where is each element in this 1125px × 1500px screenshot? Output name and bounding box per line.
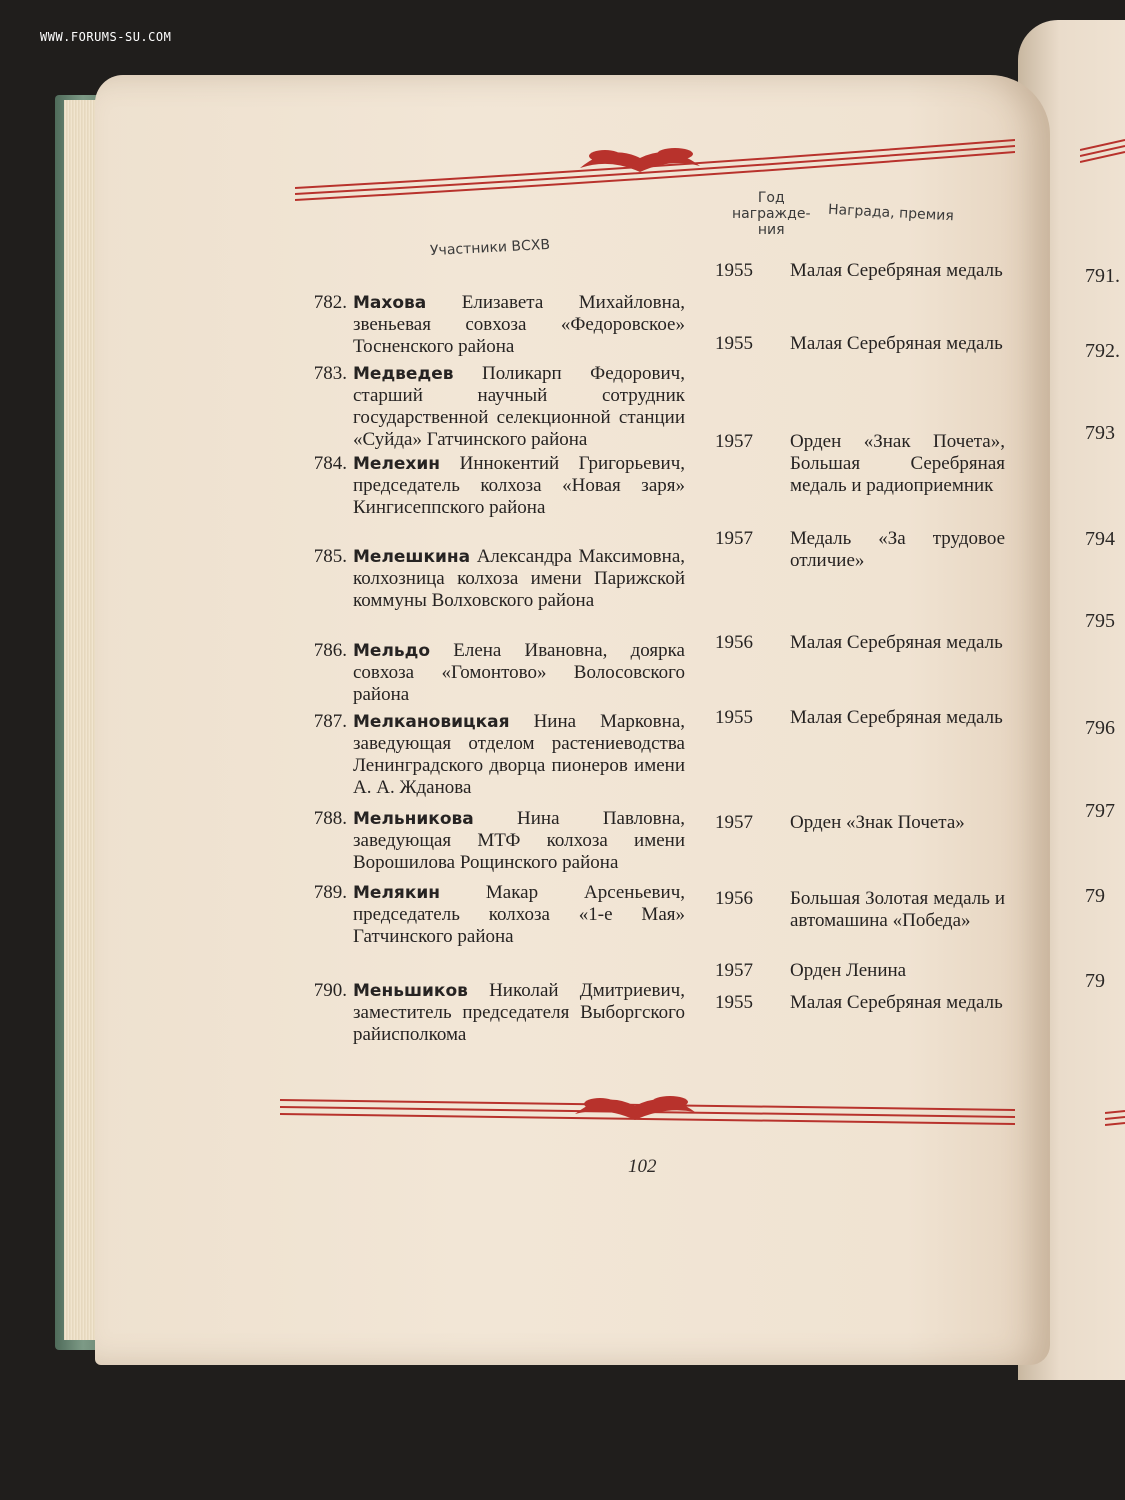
entry-name: Мелкановицкая [353,712,510,732]
entry-description [353,882,685,948]
entry-description [353,711,685,799]
entry-details: Елизавета Михайловна, звеньевая совхоза «Федоровское» Тосненского района [353,292,685,357]
entry-name: Мельникова [353,809,474,829]
header-year: Год награжде- ния [732,190,811,238]
award-year: 1957 [715,431,753,452]
award-year: 1955 [715,707,753,728]
entry-name: Мелешкина [353,547,471,567]
entry-number: 782. [313,292,347,313]
award-text: Орден «Знак Почета», Большая Серебряная медаль и радиоприемник [790,431,1005,496]
entry-number: 788. [313,808,347,829]
entry-number: 786. [313,640,347,661]
top-ornament [295,130,1015,210]
award-text: Орден Ленина [790,960,907,981]
entry-details: Поликарп Федорович, старший научный сотрудник государственной селекционной станции «Суйда» Гатчинского района [353,363,685,450]
award-text: Малая Серебряная медаль [790,333,1003,354]
award-text: Орден «Знак Почета» [790,812,965,833]
award-year: 1956 [715,888,753,909]
entry-description [353,546,685,612]
entry-name: Мелехин [353,454,441,474]
watermark: WWW.FORUMS-SU.COM [40,30,172,44]
entry-details: Нина Павловна, заведующая МТФ колхоза имени Ворошилова Рощинского района [353,808,685,873]
entry-details: Иннокентий Григорьевич, председатель колхоза «Новая заря» Кингисеппского района [353,453,685,518]
right-page-number: 794 [1085,528,1115,550]
right-page-number: 791. [1085,265,1120,287]
entry-number: 785. [313,546,347,567]
award-year: 1955 [715,260,753,281]
entry-name: Махова [353,293,427,313]
entry-description [353,640,685,706]
entry-details: Елена Ивановна, доярка совхоза «Гомонтово» Волосовского района [353,640,685,705]
award-text: Медаль «За трудовое отличие» [790,528,1005,571]
entry-description [353,980,685,1046]
right-page-number: 796 [1085,717,1115,739]
entry-name: Мельдо [353,641,431,661]
entry-details: Макар Арсеньевич, председатель колхоза «1-е Мая» Гатчинского района [353,882,685,947]
right-page-number: 795 [1085,610,1115,632]
right-page-number: 797 [1085,800,1115,822]
bottom-ornament [280,1080,1015,1140]
entry-description [353,292,685,358]
header-participants: Участники ВСХВ [429,236,551,260]
header-award: Награда, премия [827,201,955,225]
right-page-number: 79 [1085,885,1105,907]
right-page-ornament [1080,130,1125,170]
entry-details: Александра Максимовна, колхозница колхоза имени Парижской коммуны Волховского района [353,546,686,611]
award-year: 1957 [715,528,753,549]
entry-name: Медведев [353,364,454,384]
entry-details: Нина Марковна, заведующая отделом растениеводства Ленинградского дворца пионеров имени А. А. Жданова [353,711,685,798]
entry-name: Мелякин [353,883,441,903]
entry-description [353,808,685,874]
right-page-number: 793 [1085,422,1115,444]
right-page-ornament [1105,1105,1125,1135]
award-year: 1957 [715,960,753,981]
award-year: 1957 [715,812,753,833]
entry-description [353,363,685,451]
entry-name: Меньшиков [353,981,468,1001]
entry-details: Николай Дмитриевич, заместитель председателя Выборгского райисполкома [353,980,685,1045]
entry-number: 787. [313,711,347,732]
award-year: 1956 [715,632,753,653]
page-number: 102 [628,1156,657,1177]
award-year: 1955 [715,992,753,1013]
entry-description [353,453,685,519]
award-text: Малая Серебряная медаль [790,992,1003,1013]
award-text: Малая Серебряная медаль [790,632,1003,653]
award-text: Большая Золотая медаль и автомашина «Победа» [790,888,1005,931]
right-page-number: 792. [1085,340,1120,362]
entry-number: 784. [313,453,347,474]
entry-number: 789. [313,882,347,903]
award-text: Малая Серебряная медаль [790,707,1003,728]
entry-number: 783. [313,363,347,384]
award-text: Малая Серебряная медаль [790,260,1003,281]
right-page-number: 79 [1085,970,1105,992]
award-year: 1955 [715,333,753,354]
entry-number: 790. [313,980,347,1001]
